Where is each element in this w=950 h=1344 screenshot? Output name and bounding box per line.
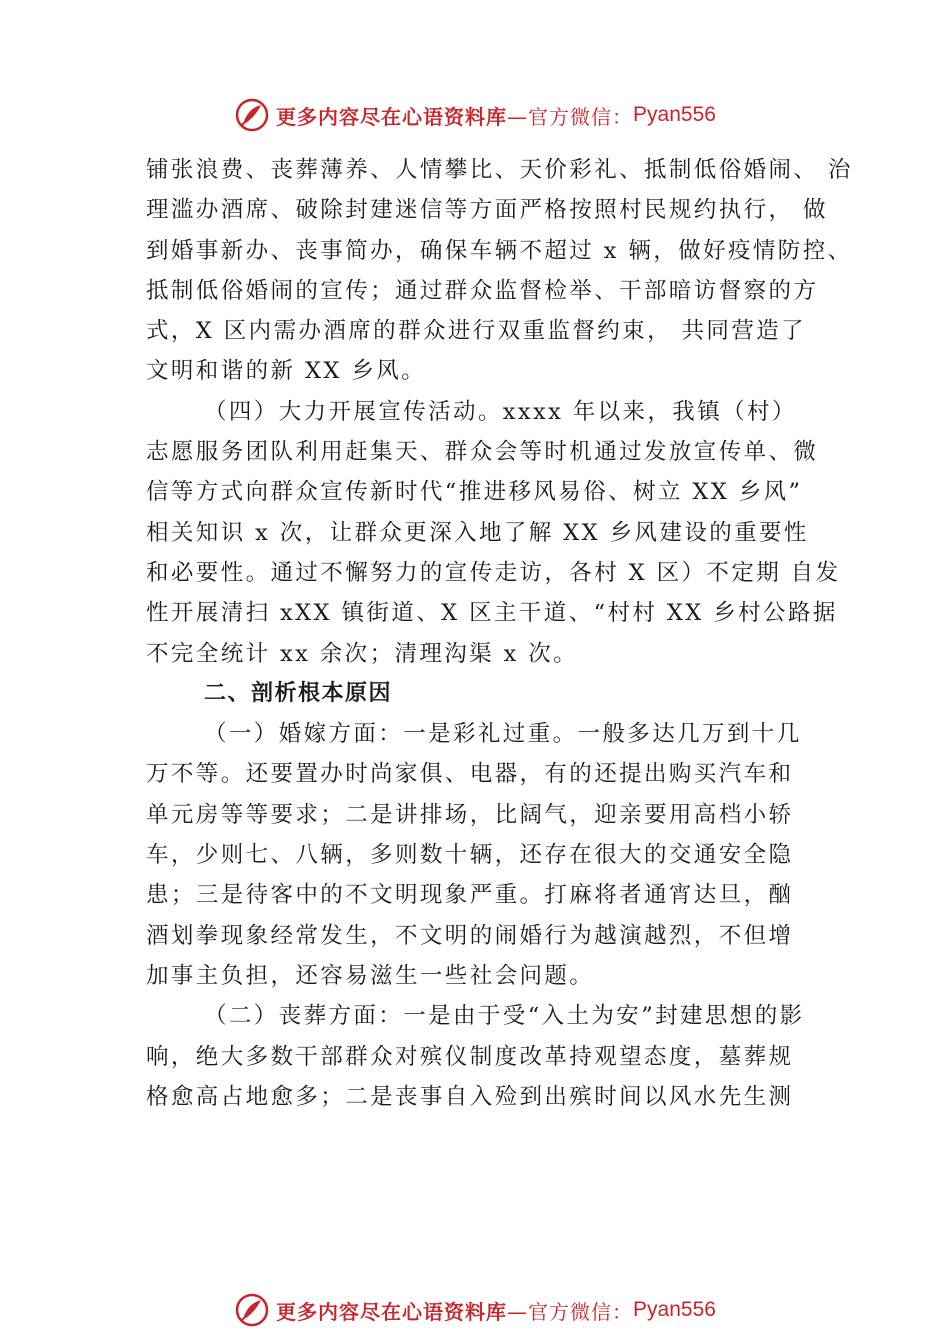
text-line: 铺张浪费、丧葬薄养、人情攀比、天价彩礼、抵制低俗婚闹、 治 xyxy=(146,157,853,183)
paragraph-start-line: （一）婚嫁方面：一是彩礼过重。一般多达几万到十几 xyxy=(204,721,802,748)
text-line: 相关知识 x 次，让群众更深入地了解 XX 乡风建设的重要性 xyxy=(146,519,809,546)
watermark-brand-text: 更多内容尽在心语资料库 xyxy=(276,104,508,129)
text-line: 文明和谐的新 XX 乡风。 xyxy=(146,358,427,385)
text-line: 性开展清扫 xXX 镇街道、X 区主干道、“村村 XX 乡村公路据 xyxy=(146,600,838,627)
header-watermark-banner xyxy=(0,93,950,137)
paragraph-start-line: （二）丧葬方面：一是由于受“入土为安”封建思想的影 xyxy=(204,1003,805,1030)
watermark-brand-text: 更多内容尽在心语资料库 xyxy=(276,1299,508,1324)
section-heading: 二、剖析根本原因 xyxy=(204,680,393,706)
text-line: 响，绝大多数干部群众对殡仪制度改革持观望态度，墓葬规 xyxy=(146,1043,794,1070)
text-line: 格愈高占地愈多；二是丧事自入殓到出殡时间以风水先生测 xyxy=(146,1083,794,1110)
text-line: 万不等。还要置办时尚家俱、电器，有的还提出购买汽车和 xyxy=(146,761,794,788)
text-line: 患；三是待客中的不文明现象严重。打麻将者通宵达旦，酗 xyxy=(146,882,794,909)
watermark-wechat-handle: Pyan556 xyxy=(633,1298,716,1321)
text-line: 志愿服务团队利用赶集天、群众会等时机通过发放宣传单、微 xyxy=(146,439,819,466)
footer-watermark-banner xyxy=(0,1288,950,1332)
watermark-wechat-handle: Pyan556 xyxy=(633,103,716,126)
text-line: 车，少则七、八辆，多则数十辆，还存在很大的交通安全隐 xyxy=(146,842,794,869)
text-line: 式，X 区内需办酒席的群众进行双重监督约束， 共同营造了 xyxy=(146,318,807,345)
watermark-tail-text: —官方微信： xyxy=(507,1299,634,1324)
text-line: 不完全统计 xx 余次；清理沟渠 x 次。 xyxy=(146,640,579,667)
document-body xyxy=(146,150,853,1117)
text-line: 加事主负担，还容易滋生一些社会问题。 xyxy=(146,962,595,989)
text-line: 单元房等等要求；二是讲排场，比阔气，迎亲要用高档小轿 xyxy=(146,801,794,828)
text-line: 理滥办酒席、破除封建迷信等方面严格按照村民规约执行， 做 xyxy=(146,197,828,224)
paragraph-start-line: （四）大力开展宣传活动。xxxx 年以来，我镇（村） xyxy=(204,398,797,425)
text-line: 到婚事新办、丧事简办，确保车辆不超过 x 辆，做好疫情防控、 xyxy=(146,237,853,264)
text-line: 酒划拳现象经常发生，不文明的闹婚行为越演越烈，不但增 xyxy=(146,922,794,949)
brush-logo-icon xyxy=(234,1292,270,1328)
watermark-tail-text: —官方微信： xyxy=(507,104,634,129)
text-line: 抵制低俗婚闹的宣传；通过群众监督检举、干部暗访督察的方 xyxy=(146,277,819,304)
brush-logo-icon xyxy=(234,97,270,133)
text-line: 和必要性。通过不懈努力的宣传走访，各村 X 区）不定期 自发 xyxy=(146,559,841,586)
text-line: 信等方式向群众宣传新时代“推进移风易俗、树立 XX 乡风” xyxy=(146,479,803,506)
